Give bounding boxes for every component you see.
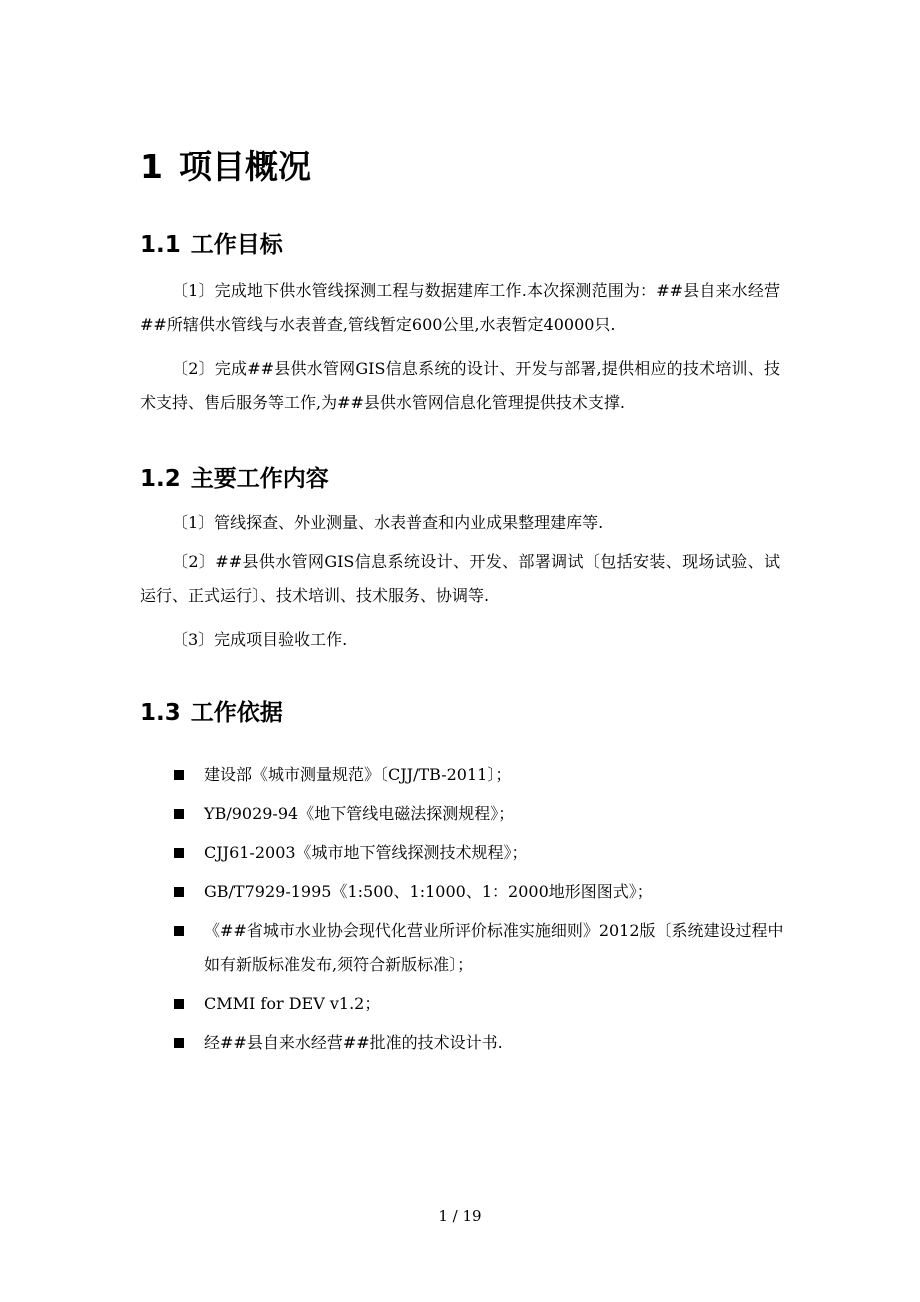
square-bullet-icon — [174, 809, 184, 819]
square-bullet-icon — [174, 887, 184, 897]
list-item-text: 《##省城市水业协会现代化营业所评价标准实施细则》2012版〔系统建设过程中如有新版标准发布,须符合新版标准〕； — [204, 921, 784, 974]
square-bullet-icon — [174, 926, 184, 936]
paragraph: 〔2〕##县供水管网GIS信息系统设计、开发、部署调试〔包括安装、现场试验、试运行、正式运行〕、技术培训、技术服务、协调等. — [140, 552, 780, 605]
list-item-text: GB/T7929-1995《1:500、1:1000、1：2000地形图图式》； — [204, 882, 653, 901]
chapter-heading — [140, 142, 311, 192]
list-item-text: 建设部《城市测量规范》〔CJJ/TB-2011〕； — [204, 765, 512, 784]
section-number: 1.2 — [140, 466, 181, 492]
paragraph: 〔1〕管线探查、外业测量、水表普查和内业成果整理建库等. — [172, 513, 604, 532]
square-bullet-icon — [174, 1038, 184, 1048]
section-number: 1.1 — [140, 232, 181, 258]
list-item — [140, 836, 790, 870]
reference-list — [140, 758, 790, 1060]
chapter-number: 1 — [140, 147, 163, 186]
paragraph: 〔3〕完成项目验收工作. — [172, 630, 348, 649]
section-title: 工作目标 — [190, 232, 283, 258]
paragraph: 〔2〕完成##县供水管网GIS信息系统的设计、开发与部署,提供相应的技术培训、技术支持、售后服务等工作,为##县供水管网信息化管理提供技术支撑. — [140, 359, 780, 412]
square-bullet-icon — [174, 770, 184, 780]
list-item-text: YB/9029-94《地下管线电磁法探测规程》； — [204, 804, 515, 823]
list-item — [140, 1026, 790, 1060]
list-item — [140, 758, 790, 792]
section-heading-1-3 — [140, 696, 283, 730]
section-heading-1-1 — [140, 228, 283, 262]
section-title: 主要工作内容 — [190, 466, 329, 492]
list-item-text: CMMI for DEV v1.2； — [204, 994, 381, 1013]
list-item — [140, 797, 790, 831]
list-item — [140, 914, 790, 982]
list-item — [140, 875, 790, 909]
list-item-text: CJJ61-2003《城市地下管线探测技术规程》； — [204, 843, 528, 862]
list-item — [140, 987, 790, 1021]
page-number: 1 / 19 — [438, 1207, 482, 1225]
section-number: 1.3 — [140, 700, 181, 726]
list-item-text: 经##县自来水经营##批准的技术设计书. — [204, 1033, 503, 1052]
square-bullet-icon — [174, 848, 184, 858]
paragraph: 〔1〕完成地下供水管线探测工程与数据建库工作.本次探测范围为：##县自来水经营##所辖供水管线与水表普查,管线暂定600公里,水表暂定40000只. — [140, 281, 780, 334]
square-bullet-icon — [174, 999, 184, 1009]
section-title: 工作依据 — [190, 700, 283, 726]
chapter-title: 项目概况 — [178, 147, 311, 186]
section-heading-1-2 — [140, 462, 329, 496]
